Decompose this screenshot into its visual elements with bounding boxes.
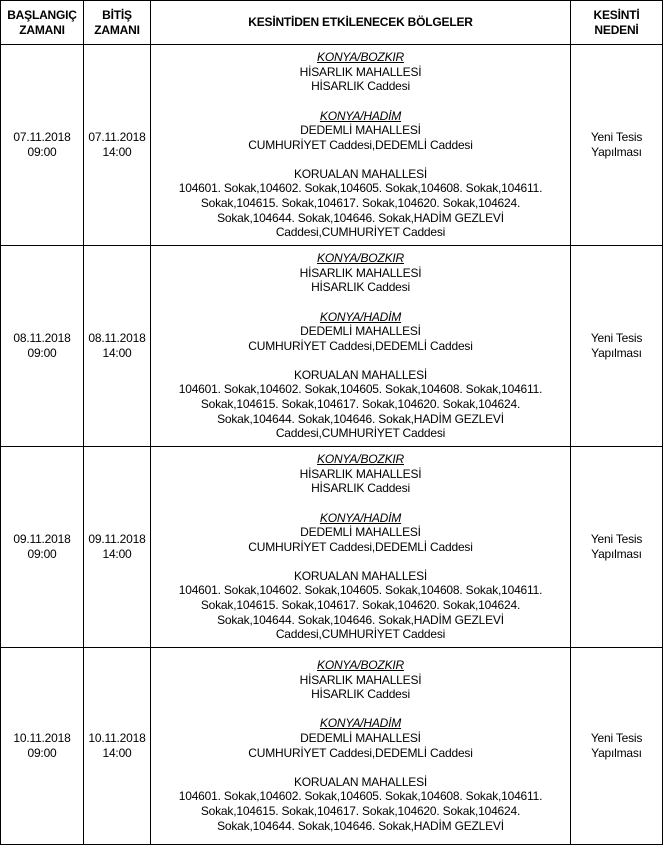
text-line: Sokak,104615. Sokak,104617. Sokak,104620. Sokak,104624.: [200, 598, 521, 613]
text-line: 104601. Sokak,104602. Sokak,104605. Sokak,104608. Sokak,104611.: [178, 583, 543, 598]
text-line: Caddesi,CUMHURİYET Caddesi: [275, 426, 446, 441]
table-row: [1, 45, 663, 246]
text-line: CUMHURİYET Caddesi,DEDEMLİ Caddesi: [248, 745, 473, 760]
header-affected-regions: KESİNTİDEN ETKİLENECEK BÖLGELER: [151, 1, 571, 45]
start-time: 09:00: [27, 346, 57, 360]
text-line: Caddesi,CUMHURİYET Caddesi: [275, 225, 446, 240]
reason-cell: [571, 246, 663, 447]
text-line: Yeni Tesis: [590, 532, 643, 547]
bozkir-lines: [151, 65, 570, 94]
reason-text: [571, 532, 662, 561]
text-line: HİSARLIK MAHALLESİ: [299, 672, 422, 687]
reason-cell: [571, 648, 663, 845]
text-line: Yapılması: [591, 346, 642, 360]
text-line: Sokak,104615. Sokak,104617. Sokak,104620. Sokak,104624.: [200, 803, 521, 818]
text-line: HİSARLIK MAHALLESİ: [299, 64, 422, 79]
province-title: KONYA/BOZKIR: [317, 452, 404, 467]
hadim-lines: [151, 731, 570, 760]
start-time-cell: [1, 45, 84, 246]
province-title: KONYA/HADİM: [319, 108, 402, 123]
text-line: DEDEMLİ MAHALLESİ: [300, 324, 421, 339]
end-time-cell: [84, 447, 151, 648]
end-time-cell: [84, 246, 151, 447]
text-line: KORUALAN MAHALLESİ: [293, 166, 428, 181]
text-line: Yeni Tesis: [590, 130, 643, 145]
end-time: 14:00: [102, 547, 132, 561]
korualan-lines: [151, 167, 570, 240]
province-title: KONYA/HADİM: [319, 716, 402, 731]
bozkir-lines: [151, 266, 570, 295]
start-date: 10.11.2018: [13, 731, 71, 746]
header-start-time: BAŞLANGIÇ ZAMANI: [1, 1, 84, 45]
text-line: Sokak,104644. Sokak,104646. Sokak,HADİM GEZLEVİ: [217, 818, 504, 833]
text-line: 104601. Sokak,104602. Sokak,104605. Sokak,104608. Sokak,104611.: [178, 789, 543, 804]
text-line: DEDEMLİ MAHALLESİ: [300, 123, 421, 138]
end-date: 10.11.2018: [88, 731, 146, 746]
text-line: Yeni Tesis: [590, 331, 643, 346]
text-line: HİSARLIK Caddesi: [311, 280, 410, 295]
text-line: Sokak,104615. Sokak,104617. Sokak,104620. Sokak,104624.: [200, 196, 521, 211]
text-line: CUMHURİYET Caddesi,DEDEMLİ Caddesi: [248, 338, 473, 353]
text-line: HİSARLIK Caddesi: [311, 687, 410, 702]
korualan-lines: [151, 775, 570, 833]
bozkir-lines: [151, 673, 570, 702]
text-line: HİSARLIK MAHALLESİ: [299, 466, 422, 481]
text-line: HİSARLIK Caddesi: [311, 481, 410, 496]
regions-cell: [151, 648, 571, 845]
text-line: CUMHURİYET Caddesi,DEDEMLİ Caddesi: [248, 539, 473, 554]
end-date: 07.11.2018: [88, 130, 146, 145]
text-line: Sokak,104615. Sokak,104617. Sokak,104620. Sokak,104624.: [200, 397, 521, 412]
text-line: Yapılması: [591, 145, 642, 159]
reason-cell: [571, 447, 663, 648]
table-row: [1, 246, 663, 447]
regions-list: [151, 452, 570, 642]
province-title: KONYA/BOZKIR: [317, 658, 404, 672]
table-row: [1, 447, 663, 648]
text-line: 104601. Sokak,104602. Sokak,104605. Sokak,104608. Sokak,104611.: [178, 382, 543, 397]
text-line: Yeni Tesis: [590, 731, 643, 746]
reason-text: [571, 731, 662, 760]
text-line: Sokak,104644. Sokak,104646. Sokak,HADİM GEZLEVİ: [217, 411, 504, 426]
province-title: KONYA/HADİM: [319, 309, 402, 324]
korualan-lines: [151, 368, 570, 441]
header-reason: KESİNTİ NEDENİ: [571, 1, 663, 45]
text-line: Yapılması: [591, 746, 642, 760]
header-end-time: BİTİŞ ZAMANI: [84, 1, 151, 45]
text-line: HİSARLIK Caddesi: [311, 79, 410, 94]
regions-list: [151, 50, 570, 240]
reason-text: [571, 130, 662, 159]
korualan-lines: [151, 569, 570, 642]
end-date: 08.11.2018: [88, 331, 146, 346]
text-line: Sokak,104644. Sokak,104646. Sokak,HADİM GEZLEVİ: [217, 612, 504, 627]
end-time: 14:00: [102, 145, 132, 159]
province-title: KONYA/BOZKIR: [317, 50, 404, 65]
start-date: 09.11.2018: [13, 532, 71, 547]
hadim-lines: [151, 525, 570, 554]
text-line: 104601. Sokak,104602. Sokak,104605. Sokak,104608. Sokak,104611.: [178, 181, 543, 196]
regions-cell: [151, 45, 571, 246]
end-time: 14:00: [102, 346, 132, 360]
text-line: Sokak,104644. Sokak,104646. Sokak,HADİM GEZLEVİ: [217, 210, 504, 225]
table-row: [1, 648, 663, 845]
hadim-lines: [151, 123, 570, 152]
regions-list: [151, 251, 570, 441]
text-line: HİSARLIK MAHALLESİ: [299, 265, 422, 280]
text-line: KORUALAN MAHALLESİ: [293, 367, 428, 382]
text-line: KORUALAN MAHALLESİ: [293, 568, 428, 583]
end-time-cell: [84, 648, 151, 845]
regions-cell: [151, 246, 571, 447]
text-line: Yapılması: [591, 547, 642, 561]
regions-list: [151, 648, 570, 833]
header-row: [1, 1, 663, 45]
text-line: CUMHURİYET Caddesi,DEDEMLİ Caddesi: [248, 137, 473, 152]
start-time-cell: [1, 648, 84, 845]
reason-text: [571, 331, 662, 360]
regions-cell: [151, 447, 571, 648]
start-date: 07.11.2018: [13, 130, 71, 145]
text-line: DEDEMLİ MAHALLESİ: [300, 730, 421, 745]
reason-cell: [571, 45, 663, 246]
hadim-lines: [151, 324, 570, 353]
text-line: DEDEMLİ MAHALLESİ: [300, 525, 421, 540]
start-time-cell: [1, 246, 84, 447]
start-date: 08.11.2018: [13, 331, 71, 346]
start-time: 09:00: [27, 547, 57, 561]
end-time-cell: [84, 45, 151, 246]
province-title: KONYA/HADİM: [319, 510, 402, 525]
end-time: 14:00: [102, 746, 132, 760]
province-title: KONYA/BOZKIR: [317, 251, 404, 266]
start-time: 09:00: [27, 746, 57, 760]
bozkir-lines: [151, 467, 570, 496]
text-line: Caddesi,CUMHURİYET Caddesi: [275, 627, 446, 642]
start-time-cell: [1, 447, 84, 648]
end-date: 09.11.2018: [88, 532, 146, 547]
start-time: 09:00: [27, 145, 57, 159]
text-line: KORUALAN MAHALLESİ: [293, 774, 428, 789]
